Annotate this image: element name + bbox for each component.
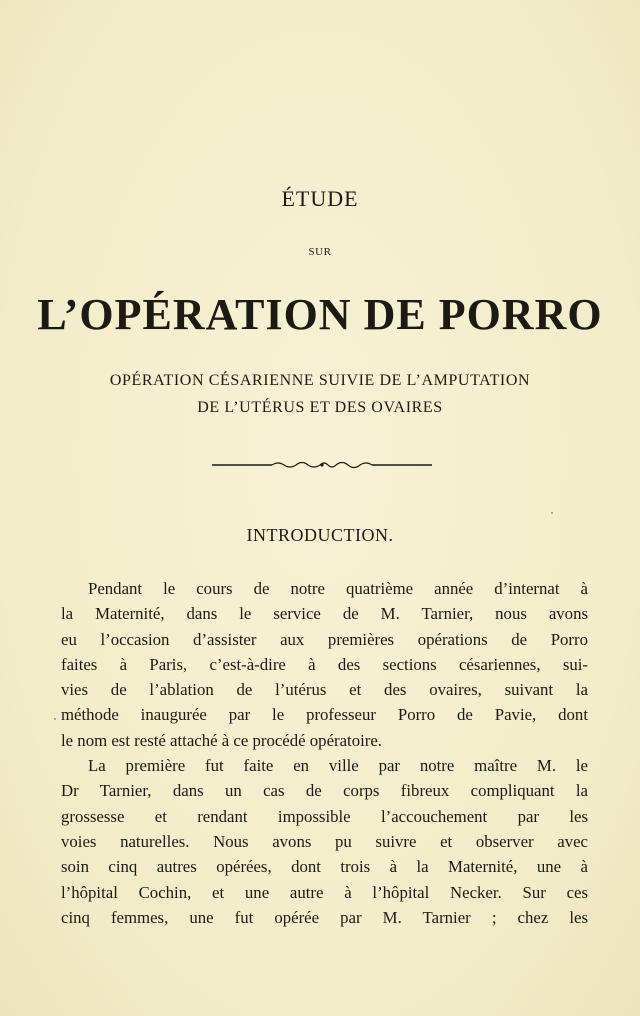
main-title: L’OPÉRATION DE PORRO — [37, 290, 603, 339]
text-line: voies naturelles. Nous avons pu suivre et observer avec — [61, 831, 588, 851]
paper-speck — [551, 512, 553, 514]
text-line: la Maternité, dans le service de M. Tarnier, nous avons — [61, 604, 588, 624]
section-heading-introduction: INTRODUCTION. — [246, 525, 394, 545]
text-line: cinq femmes, une fut opérée par M. Tarnier ; chez les — [61, 907, 588, 927]
body-paragraphs — [61, 576, 588, 930]
text-line: grossesse et rendant impossible l’accouchement par les — [61, 806, 588, 826]
subtitle-line-2: DE L’UTÉRUS ET DES OVAIRES — [197, 399, 443, 416]
text-line: soin cinq autres opérées, dont trois à la Maternité, une à — [61, 857, 588, 877]
text-line: Dr Tarnier, dans un cas de corps fibreux compliquant la — [61, 781, 588, 801]
text-line: le nom est resté attaché à ce procédé opératoire. — [61, 730, 382, 750]
text-line: Pendant le cours de notre quatrième année d’internat à — [88, 579, 588, 598]
text-line: eu l’occasion d’assister aux premières opérations de Porro — [61, 629, 588, 649]
text-line: vies de l’ablation de l’utérus et des ovaires, suivant la — [61, 680, 588, 700]
text-line: méthode inaugurée par le professeur Porro de Pavie, dont — [61, 705, 588, 725]
subtitle-line-1: OPÉRATION CÉSARIENNE SUIVIE DE L’AMPUTATION — [109, 372, 531, 389]
paper-speck — [54, 718, 56, 720]
text-line: l’hôpital Cochin, et une autre à l’hôpital Necker. Sur ces — [61, 882, 588, 902]
heading-etude: ÉTUDE — [281, 186, 359, 211]
ornamental-divider — [212, 458, 432, 472]
text-line: faites à Paris, c’est-à-dire à des sections césariennes, sui- — [61, 654, 588, 674]
text-line: La première fut faite en ville par notre maître M. le — [88, 756, 588, 776]
heading-sur: SUR — [308, 246, 332, 258]
